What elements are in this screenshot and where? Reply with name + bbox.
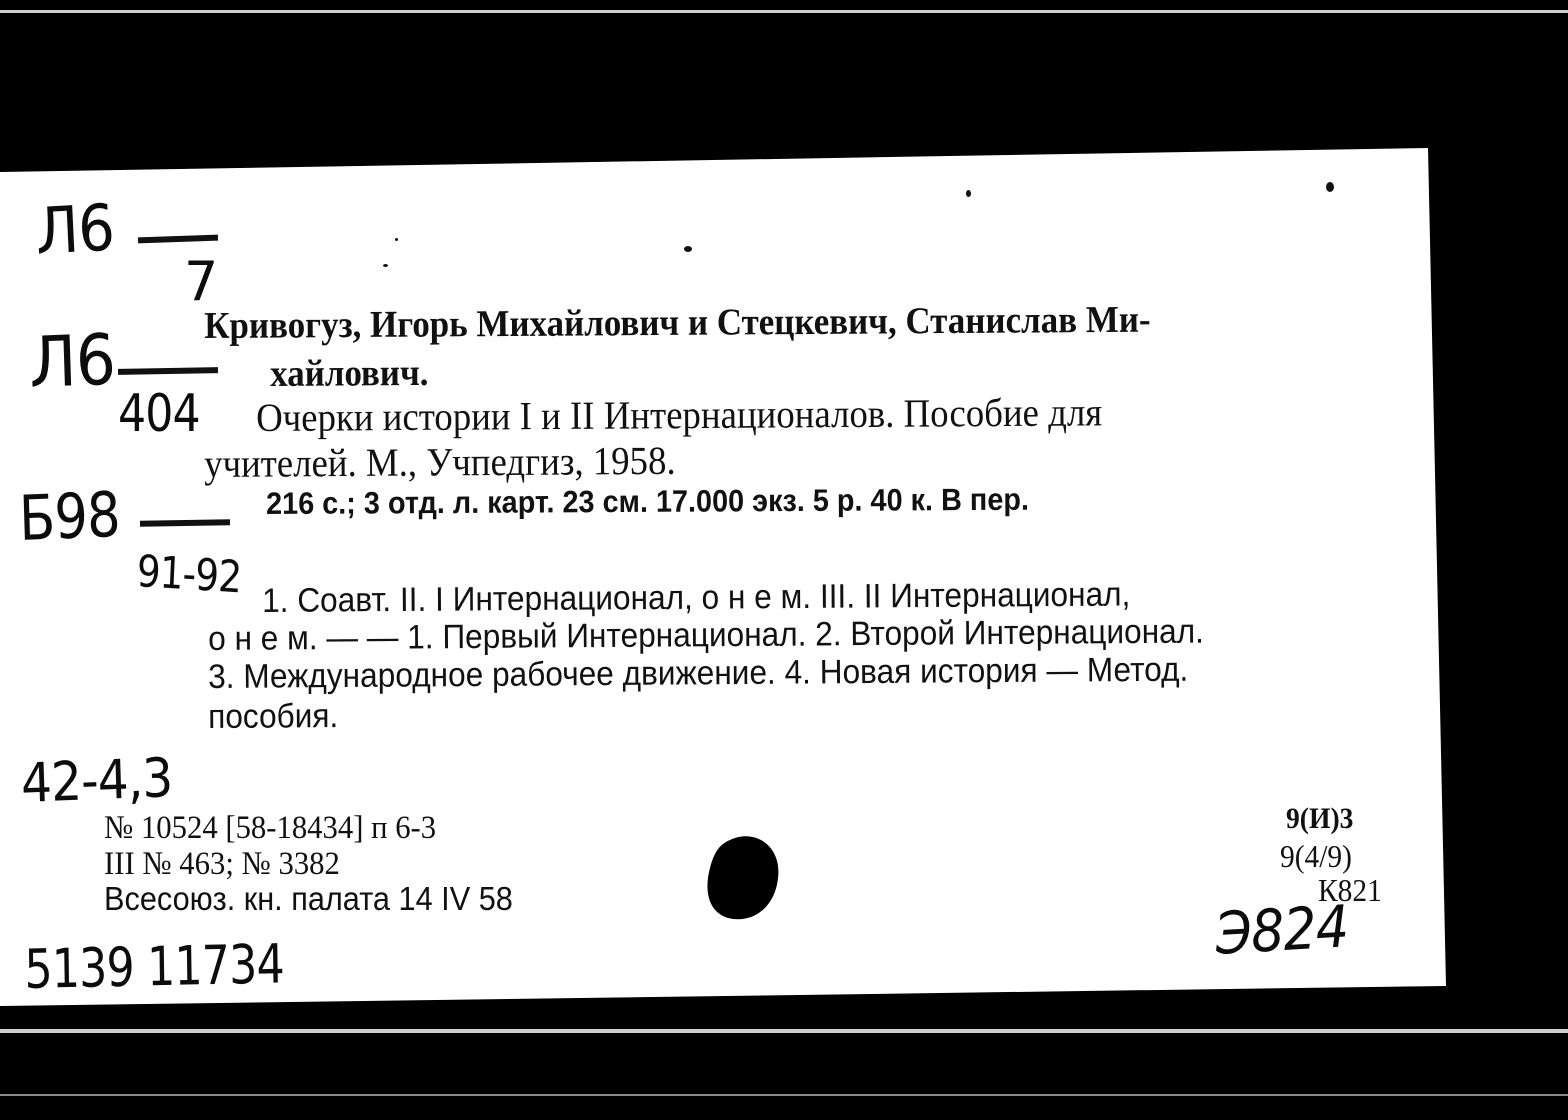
classification-line-1: 9(И)3 xyxy=(1286,802,1354,835)
title-line-1: Очерки истории I и II Интернационалов. Пособие для xyxy=(256,389,1103,440)
handwritten-shelfmark-2-sub: 404 xyxy=(118,384,200,444)
registry-line-3: Всесоюз. кн. палата 14 IV 58 xyxy=(104,880,513,917)
handwritten-shelfmark-3: Б98 xyxy=(18,477,121,555)
subjects-line-3: 3. Международное рабочее движение. 4. Новая история — Метод. xyxy=(208,650,1189,696)
handwritten-shelfmark-1: Л6 xyxy=(34,191,116,270)
physical-description: 216 с.; 3 отд. л. карт. 23 см. 17.000 экз. 5 р. 40 к. В пер. xyxy=(266,481,1030,521)
subjects-line-4: пособия. xyxy=(208,697,339,736)
speck xyxy=(395,238,398,241)
handwritten-number: 5139 11734 xyxy=(24,932,285,1001)
classification-line-2: 9(4/9) xyxy=(1280,838,1352,874)
registry-line-2: III № 463; № 3382 xyxy=(104,846,340,882)
ink-blot xyxy=(700,828,790,928)
subjects-line-1: 1. Соавт. II. I Интернационал, о н е м. III. II Интернационал, xyxy=(262,575,1131,620)
speck xyxy=(1326,182,1334,192)
author-line-2: хайлович. xyxy=(270,351,429,395)
handwritten-inventory: Э824 xyxy=(1214,892,1350,968)
speck xyxy=(383,264,388,267)
speck xyxy=(684,246,692,252)
title-line-2: учителей. М., Учпедгиз, 1958. xyxy=(204,437,676,486)
subjects-line-2: о н е м. — — 1. Первый Интернационал. 2. Второй Интернационал. xyxy=(208,612,1205,658)
registry-line-1: № 10524 [58-18434] п 6-3 xyxy=(104,810,437,846)
handwritten-index: 42-4,3 xyxy=(20,746,174,815)
speck xyxy=(966,190,971,197)
author-line-1: Кривогуз, Игорь Михайлович и Стецкевич, Станислав Ми- xyxy=(204,298,1151,347)
handwritten-shelfmark-2: Л6 xyxy=(28,318,117,404)
handwritten-shelfmark-3-sub: 91-92 xyxy=(135,546,243,604)
handwritten-shelfmark-1-sub: 7 xyxy=(184,250,218,313)
classification-line-3: К821 xyxy=(1318,872,1382,908)
